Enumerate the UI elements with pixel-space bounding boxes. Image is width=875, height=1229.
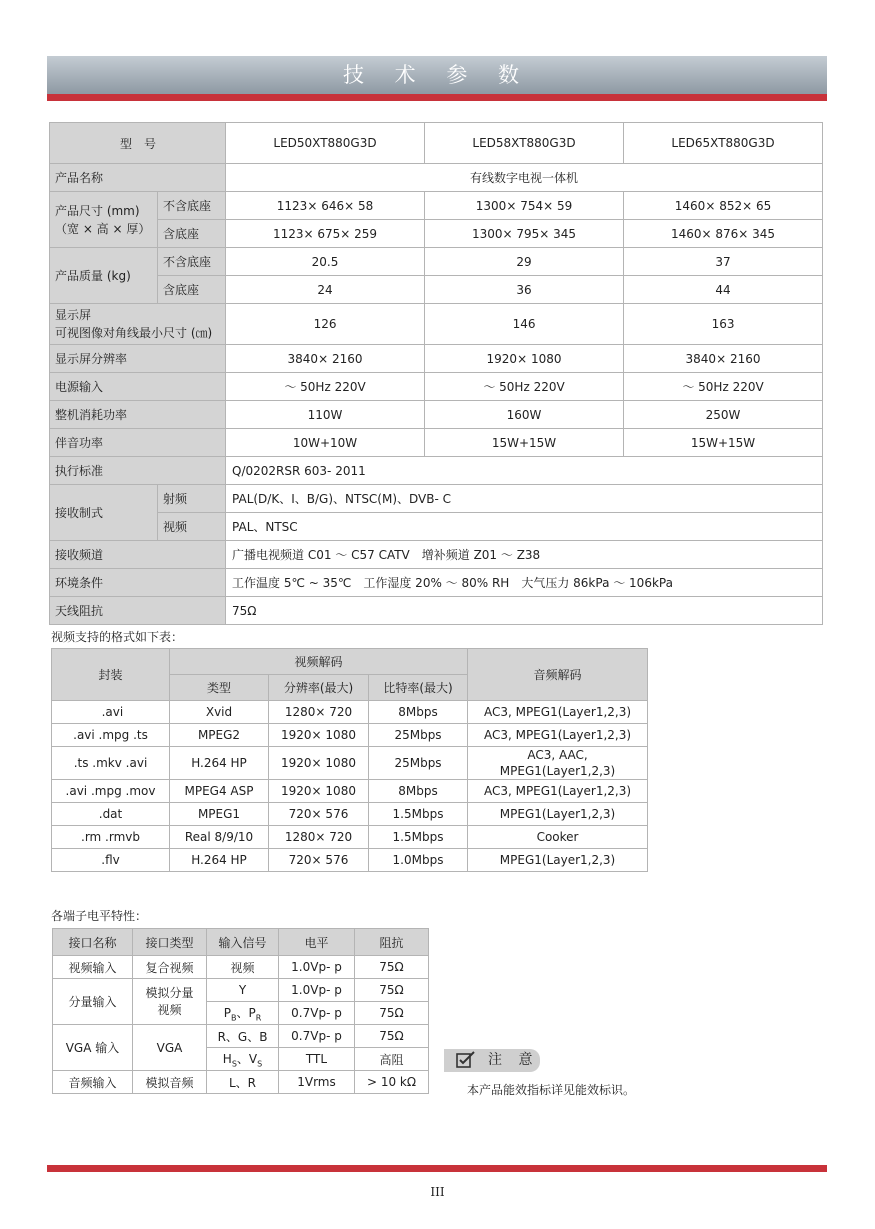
format-type: MPEG4 ASP [170,780,269,803]
consumption-3: 250W [624,401,823,429]
antenna-label: 天线阻抗 [50,597,226,625]
pr-sub: R [255,1013,262,1023]
size-with-base-1: 1123× 675× 259 [226,220,425,248]
audio-power-3: 15W+15W [624,429,823,457]
resolution-3: 3840× 2160 [624,345,823,373]
h-impedance: 阻抗 [355,929,429,956]
format-row [52,780,648,803]
channel-label: 接收频道 [50,541,226,569]
format-res: 1920× 1080 [269,747,369,780]
y-sig: Y [207,979,279,1002]
audio-type: 模拟音频 [133,1071,207,1094]
h-port-type: 接口类型 [133,929,207,956]
mass-no-base-3: 37 [624,248,823,276]
h-level: 电平 [279,929,355,956]
power-input-3: ～ 50Hz 220V [624,373,823,401]
page-number: III [430,1185,445,1199]
resolution-2: 1920× 1080 [425,345,624,373]
product-name-value: 有线数字电视一体机 [226,164,823,192]
format-row [52,701,648,724]
channel-value: 广播电视频道 C01 ～ C57 CATV 增补频道 Z01 ～ Z38 [226,541,823,569]
video-in: 视频输入 [53,956,133,979]
format-audio: AC3, AAC, MPEG1(Layer1,2,3) [468,747,648,780]
sync-imp: 高阻 [355,1048,429,1071]
resolution-label: 显示屏分辨率 [50,345,226,373]
format-container: .flv [52,849,170,872]
header-divider [47,94,827,101]
format-type: H.264 HP [170,849,269,872]
audio-power-label: 伴音功率 [50,429,226,457]
consumption-label: 整机消耗功率 [50,401,226,429]
antenna-value: 75Ω [226,597,823,625]
format-bitrate: 8Mbps [369,780,468,803]
format-bitrate: 25Mbps [369,724,468,747]
rf-label: 射频 [158,485,226,513]
format-container: .avi .mpg .ts [52,724,170,747]
h-bitrate: 比特率(最大) [369,675,468,701]
video-imp: 75Ω [355,956,429,979]
hs-sub: S [231,1059,237,1069]
format-type: Xvid [170,701,269,724]
h-video: 视频解码 [170,649,468,675]
power-input-label: 电源输入 [50,373,226,401]
component-type: 模拟分量 视频 [133,979,207,1025]
format-row [52,826,648,849]
note-text: 本产品能效指标详见能效标识。 [467,1083,636,1097]
vga-type: VGA [133,1025,207,1071]
format-type: H.264 HP [170,747,269,780]
sync-level: TTL [279,1048,355,1071]
size-no-base-label: 不含底座 [158,192,226,220]
size-no-base-1: 1123× 646× 58 [226,192,425,220]
mass-no-base-label: 不含底座 [158,248,226,276]
size-no-base-3: 1460× 852× 65 [624,192,823,220]
h-port-name: 接口名称 [53,929,133,956]
env-label: 环境条件 [50,569,226,597]
note-title: 注 意 [488,1052,539,1068]
model-1: LED50XT880G3D [226,123,425,164]
y-imp: 75Ω [355,979,429,1002]
video-label: 视频 [158,513,226,541]
mass-label: 产品质量 (kg) [50,248,158,304]
h-audio: 音频解码 [468,649,648,701]
audio-in: 音频输入 [53,1071,133,1094]
format-bitrate: 1.0Mbps [369,849,468,872]
lr-sig: L、R [207,1071,279,1094]
pbpr-level: 0.7Vp- p [279,1002,355,1025]
format-bitrate: 1.5Mbps [369,803,468,826]
audio-power-1: 10W+10W [226,429,425,457]
format-audio: AC3, MPEG1(Layer1,2,3) [468,724,648,747]
screen-label: 显示屏 可视图像对角线最小尺寸 (㎝) [50,304,226,345]
rgb-imp: 75Ω [355,1025,429,1048]
vs-sub: S [257,1059,263,1069]
rgb-sig: R、G、B [207,1025,279,1048]
format-res: 1280× 720 [269,826,369,849]
mass-no-base-1: 20.5 [226,248,425,276]
video-level: 1.0Vp- p [279,956,355,979]
power-input-1: ～ 50Hz 220V [226,373,425,401]
model-label: 型 号 [50,123,226,164]
y-level: 1.0Vp- p [279,979,355,1002]
format-audio: MPEG1(Layer1,2,3) [468,849,648,872]
size-no-base-2: 1300× 754× 59 [425,192,624,220]
format-container: .avi .mpg .mov [52,780,170,803]
hs: H [222,1051,232,1066]
format-row [52,724,648,747]
consumption-1: 110W [226,401,425,429]
pb-sub: B [230,1013,237,1023]
receive-label: 接收制式 [50,485,158,541]
composite: 复合视频 [133,956,207,979]
screen-2: 146 [425,304,624,345]
pr: P [248,1005,256,1020]
page-header [47,56,827,94]
format-audio: Cooker [468,826,648,849]
consumption-2: 160W [425,401,624,429]
pbpr-imp: 75Ω [355,1002,429,1025]
vs: V [248,1051,258,1066]
format-res: 1920× 1080 [269,724,369,747]
rgb-level: 0.7Vp- p [279,1025,355,1048]
format-container: .ts .mkv .avi [52,747,170,780]
format-row [52,747,648,780]
formats-caption: 视频支持的格式如下表： [51,630,184,644]
h-type: 类型 [170,675,269,701]
h-container: 封装 [52,649,170,701]
format-row [52,849,648,872]
format-res: 720× 576 [269,849,369,872]
mass-with-base-2: 36 [425,276,624,304]
checkbox-pen-icon [456,1051,476,1076]
format-audio: MPEG1(Layer1,2,3) [468,803,648,826]
size-with-base-label: 含底座 [158,220,226,248]
mass-with-base-3: 44 [624,276,823,304]
format-type: MPEG1 [170,803,269,826]
formats-table [51,648,648,872]
format-audio: AC3, MPEG1(Layer1,2,3) [468,780,648,803]
pb: P [223,1005,231,1020]
model-3: LED65XT880G3D [624,123,823,164]
format-bitrate: 25Mbps [369,747,468,780]
product-name-label: 产品名称 [50,164,226,192]
audio-power-2: 15W+15W [425,429,624,457]
video-sig: 视频 [207,956,279,979]
format-bitrate: 8Mbps [369,701,468,724]
format-type: MPEG2 [170,724,269,747]
sync-sep: 、 [236,1051,249,1066]
format-audio: AC3, MPEG1(Layer1,2,3) [468,701,648,724]
standard-label: 执行标准 [50,457,226,485]
size-with-base-2: 1300× 795× 345 [425,220,624,248]
video-value: PAL、NTSC [226,513,823,541]
screen-3: 163 [624,304,823,345]
vga-in: VGA 输入 [53,1025,133,1071]
mass-no-base-2: 29 [425,248,624,276]
format-type: Real 8/9/10 [170,826,269,849]
h-input-signal: 输入信号 [207,929,279,956]
rf-value: PAL(D/K、I、B/G)、NTSC(M)、DVB- C [226,485,823,513]
terminals-caption: 各端子电平特性： [51,909,148,923]
env-value: 工作温度 5℃ ~ 35℃ 工作湿度 20% ～ 80% RH 大气压力 86kPa ～ 106kPa [226,569,823,597]
model-2: LED58XT880G3D [425,123,624,164]
format-res: 1280× 720 [269,701,369,724]
pbpr-sep: 、 [236,1005,249,1020]
size-with-base-3: 1460× 876× 345 [624,220,823,248]
format-res: 1920× 1080 [269,780,369,803]
spec-table [49,122,823,625]
terminals-table [52,928,429,1094]
audio-level: 1Vrms [279,1071,355,1094]
component-in: 分量输入 [53,979,133,1025]
format-bitrate: 1.5Mbps [369,826,468,849]
audio-imp: > 10 kΩ [355,1071,429,1094]
size-label: 产品尺寸 (mm) （宽 × 高 × 厚） [50,192,158,248]
format-container: .avi [52,701,170,724]
power-input-2: ～ 50Hz 220V [425,373,624,401]
format-row [52,803,648,826]
format-container: .rm .rmvb [52,826,170,849]
note-label [444,1049,540,1072]
mass-with-base-1: 24 [226,276,425,304]
format-res: 720× 576 [269,803,369,826]
h-res: 分辨率(最大) [269,675,369,701]
resolution-1: 3840× 2160 [226,345,425,373]
format-container: .dat [52,803,170,826]
sync-sig [207,1048,279,1071]
pbpr-sig [207,1002,279,1025]
standard-value: Q/0202RSR 603- 2011 [226,457,823,485]
page-title: 技 术 参 数 [342,63,532,87]
mass-with-base-label: 含底座 [158,276,226,304]
screen-1: 126 [226,304,425,345]
footer-divider [47,1165,827,1172]
